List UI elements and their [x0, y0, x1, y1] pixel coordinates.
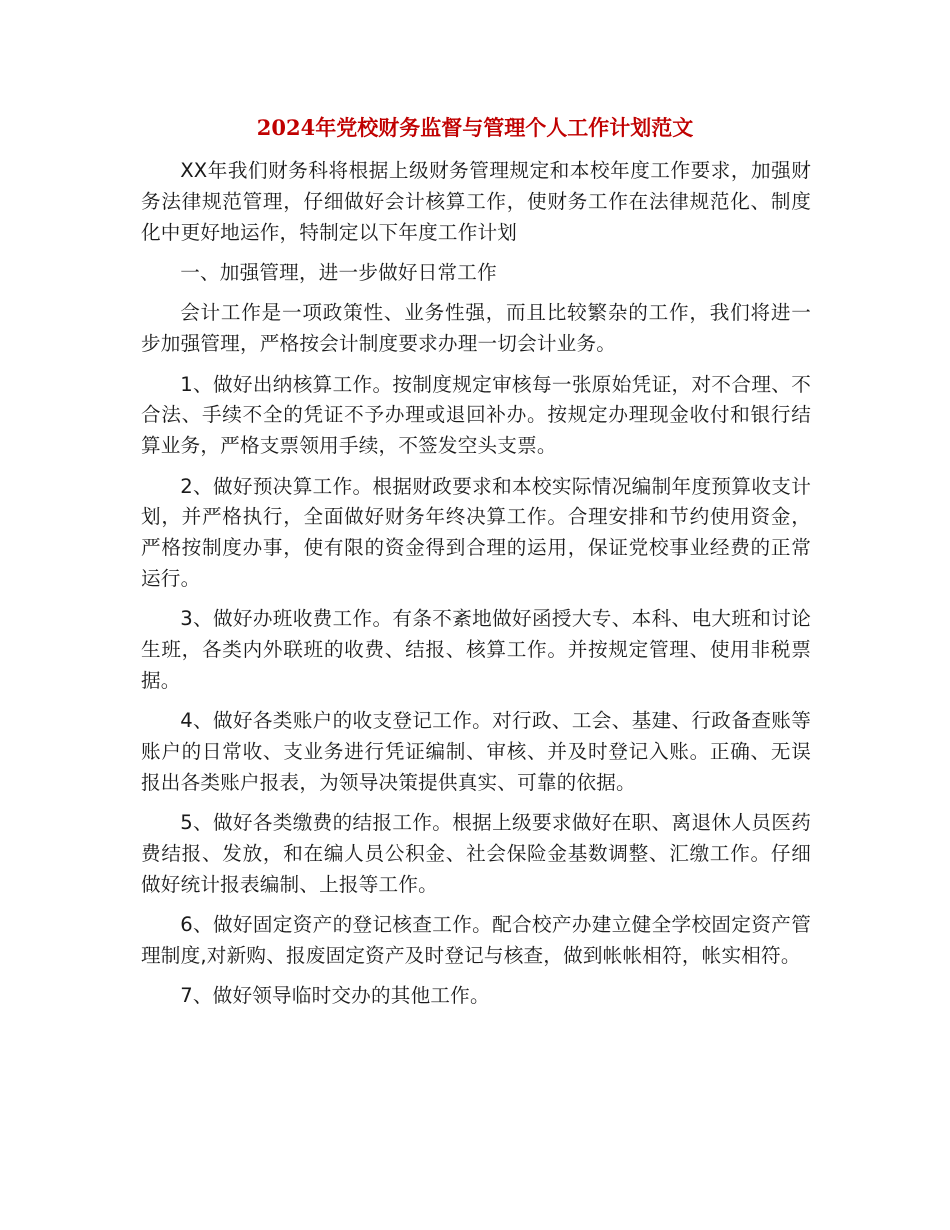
section-heading: 一、加强管理，进一步做好日常工作	[180, 260, 497, 284]
list-item-1: 1、做好出纳核算工作。按制度规定审核每一张原始凭证，对不合理、不合法、手续不全的凭证不予办理或退回补办。按规定办理现金收付和银行结算业务，严格支票领用手续，不签发空头支票。	[141, 372, 811, 458]
list-item-4: 4、做好各类账户的收支登记工作。对行政、工会、基建、行政备查账等账户的日常收、支业务进行凭证编制、审核、并及时登记入账。正确、无误报出各类账户报表，为领导决策提供真实、可靠的依据。	[141, 709, 811, 794]
list-item-7: 7、做好领导临时交办的其他工作。	[180, 984, 490, 1008]
document-title: 2024年党校财务监督与管理个人工作计划范文	[256, 115, 694, 140]
list-item-3: 3、做好办班收费工作。有条不紊地做好函授大专、本科、电大班和讨论生班，各类内外联班的收费、结报、核算工作。并按规定管理、使用非税票据。	[141, 607, 811, 692]
document-body	[141, 156, 811, 1022]
list-item-6: 6、做好固定资产的登记核查工作。配合校产办建立健全学校固定资产管理制度,对新购、报废固定资产及时登记与核查，做到帐帐相符，帐实相符。	[141, 913, 811, 968]
intro-paragraph: XX年我们财务科将根据上级财务管理规定和本校年度工作要求，加强财务法律规范管理，仔细做好会计核算工作，使财务工作在法律规范化、制度化中更好地运作，特制定以下年度工作计划	[141, 159, 811, 244]
body-paragraph: 会计工作是一项政策性、业务性强，而且比较繁杂的工作，我们将进一步加强管理，严格按会计制度要求办理一切会计业务。	[141, 301, 811, 356]
list-item-5: 5、做好各类缴费的结报工作。根据上级要求做好在职、离退休人员医药费结报、发放，和在编人员公积金、社会保险金基数调整、汇缴工作。仔细做好统计报表编制、上报等工作。	[141, 811, 811, 896]
list-item-2: 2、做好预决算工作。根据财政要求和本校实际情况编制年度预算收支计划，并严格执行，全面做好财务年终决算工作。合理安排和节约使用资金，严格按制度办事，使有限的资金得到合理的运用，保证党校事业经费的正常运行。	[141, 474, 811, 590]
